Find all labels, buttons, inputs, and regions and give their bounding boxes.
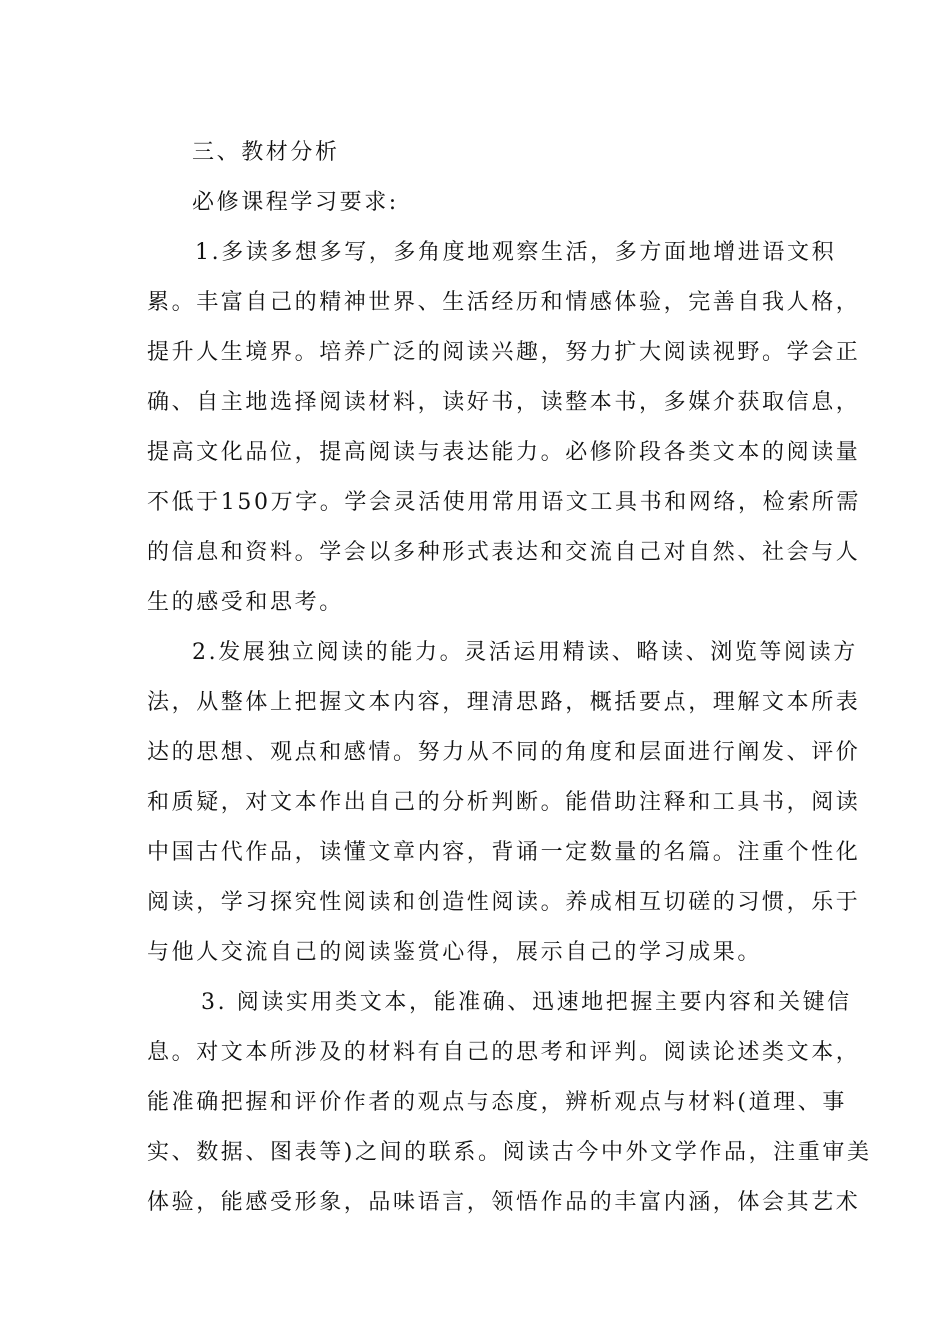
paragraph-line: 不低于150万字。学会灵活使用常用语文工具书和网络，检索所需 xyxy=(147,490,861,515)
paragraph-line: 法，从整体上把握文本内容，理清思路，概括要点，理解文本所表 xyxy=(147,690,861,715)
paragraph-3 xyxy=(147,978,872,1228)
paragraph-line: 1.多读多想多写，多角度地观察生活，多方面地增进语文积 xyxy=(195,240,837,265)
paragraph-line: 与他人交流自己的阅读鉴赏心得，展示自己的学习成果。 xyxy=(147,940,763,965)
paragraph-line: 息。对文本所涉及的材料有自己的思考和评判。阅读论述类文本， xyxy=(147,1040,861,1065)
paragraph-line: 的信息和资料。学会以多种形式表达和交流自己对自然、社会与人 xyxy=(147,540,861,565)
paragraph-2 xyxy=(147,628,861,978)
paragraph-line: 累。丰富自己的精神世界、生活经历和情感体验，完善自我人格， xyxy=(147,290,861,315)
paragraph-line: 达的思想、观点和感情。努力从不同的角度和层面进行阐发、评价 xyxy=(147,740,861,765)
paragraph-line: 中国古代作品，读懂文章内容，背诵一定数量的名篇。注重个性化 xyxy=(147,840,861,865)
paragraph-line: 2.发展独立阅读的能力。灵活运用精读、略读、浏览等阅读方 xyxy=(192,640,858,665)
paragraph-1 xyxy=(147,228,861,628)
paragraph-line: 提升人生境界。培养广泛的阅读兴趣，努力扩大阅读视野。学会正 xyxy=(147,340,861,365)
paragraph-line: 3. 阅读实用类文本，能准确、迅速地把握主要内容和关键信 xyxy=(201,990,852,1015)
paragraph-line: 能准确把握和评价作者的观点与态度，辨析观点与材料(道理、事 xyxy=(147,1090,847,1115)
paragraph-line: 提高文化品位，提高阅读与表达能力。必修阶段各类文本的阅读量 xyxy=(147,440,861,465)
paragraph-line: 生的感受和思考。 xyxy=(147,590,344,615)
paragraph-line: 确、自主地选择阅读材料，读好书，读整本书，多媒介获取信息， xyxy=(147,390,861,415)
paragraph-line: 阅读，学习探究性阅读和创造性阅读。养成相互切磋的习惯，乐于 xyxy=(147,890,861,915)
document-body xyxy=(147,128,872,1228)
paragraph-line: 和质疑，对文本作出自己的分析判断。能借助注释和工具书，阅读 xyxy=(147,790,861,815)
paragraph-line: 体验，能感受形象，品味语言，领悟作品的丰富内涵，体会其艺术 xyxy=(147,1190,861,1215)
section-heading: 三、教材分析 xyxy=(192,140,340,165)
paragraph-line: 实、数据、图表等)之间的联系。阅读古今中外文学作品，注重审美 xyxy=(147,1140,872,1165)
requirements-title: 必修课程学习要求: xyxy=(192,190,399,215)
